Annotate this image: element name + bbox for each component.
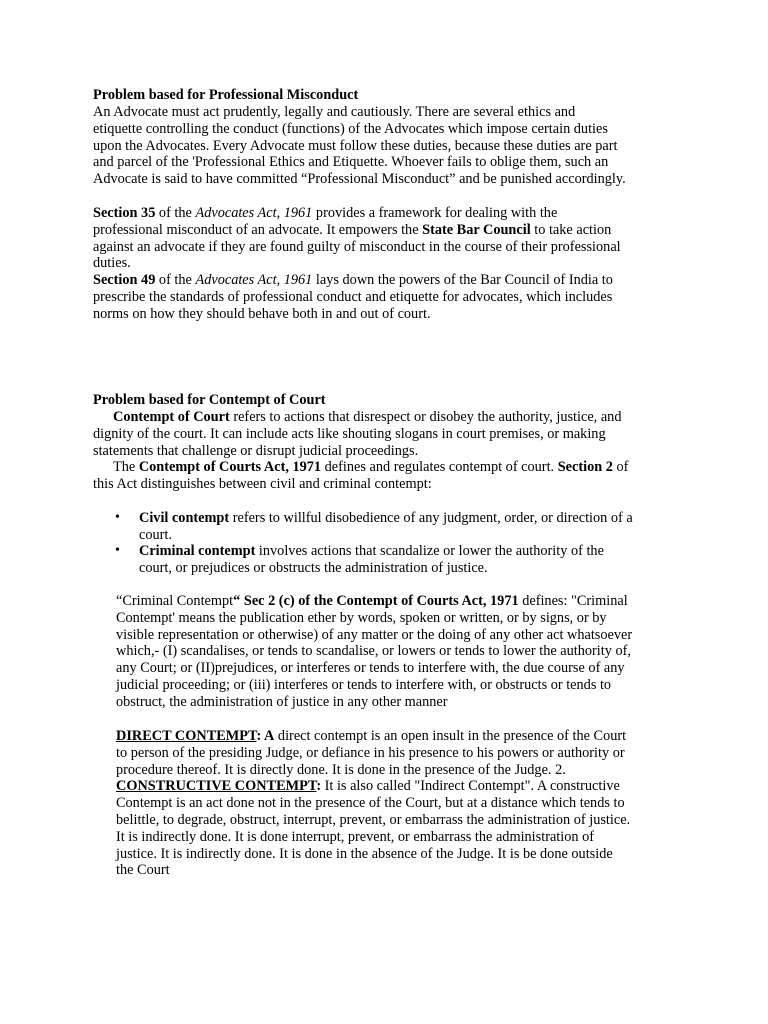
text-line: etiquette controlling the conduct (functions) of the Advocates which impose certain duties (93, 120, 608, 137)
list-item-criminal-contempt (139, 543, 604, 577)
text-line: this Act distinguishes between civil and criminal contempt: (93, 475, 432, 492)
text-line: The Contempt of Courts Act, 1971 defines and regulates contempt of court. Section 2 of (113, 459, 629, 475)
text-line: Civil contempt refers to willful disobedience of any judgment, order, or direction of a (139, 510, 633, 526)
text-line: An Advocate must act prudently, legally and cautiously. There are several ethics and (93, 104, 576, 120)
text-line: procedure thereof. It is directly done. It is done in the presence of the Judge. 2. (116, 761, 566, 778)
text-line: belittle, to degrade, obstruct, interrupt, prevent, or embarrass the administration of justice. (116, 811, 631, 828)
text-line: court. (139, 526, 172, 543)
paragraph-section-35 (93, 205, 621, 272)
text-line: and parcel of the 'Professional Ethics and Etiquette. Whoever fails to oblige them, such an (93, 154, 609, 171)
paragraph-section-49 (93, 272, 613, 322)
text-line: statements that challenge or disrupt judicial proceedings. (93, 442, 419, 459)
text-line: Contempt' means the publication ether by words, spoken or written, or by signs, or by (116, 609, 607, 626)
text-line: norms on how they should behave both in and out of court. (93, 305, 431, 322)
paragraph-direct-constructive-contempt (116, 728, 630, 879)
heading-contempt-of-court: Problem based for Contempt of Court (93, 392, 326, 408)
text-line: obstruct, the administration of justice in any other manner (116, 693, 448, 710)
bullet-icon: • (115, 510, 120, 525)
text-line: dignity of the court. It can include acts like shouting slogans in court premises, or making (93, 425, 606, 442)
text-line: Contempt of Court refers to actions that disrespect or disobey the authority, justice, and (113, 409, 622, 425)
text-line: judicial proceeding; or (iii) interferes or tends to interfere with, or obstructs or tends to (116, 676, 612, 693)
text-line: DIRECT CONTEMPT: A direct contempt is an open insult in the presence of the Court (116, 728, 627, 744)
text-line: against an advocate if they are found guilty of misconduct in the course of their professional (93, 238, 621, 255)
paragraph-contempt-definition (93, 409, 621, 459)
paragraph-criminal-contempt-definition (116, 593, 632, 711)
text-line: Contempt is an act done not in the presence of the Court, but at a distance which tends to (116, 795, 625, 812)
text-line: to person of the presiding Judge, or defiance in his presence to his powers or authority or (116, 744, 625, 761)
text-line: Criminal contempt involves actions that scandalize or lower the authority of the (139, 543, 604, 559)
text-line: justice. It is indirectly done. It is done in the absence of the Judge. It is be done outside (116, 845, 613, 862)
text-line: “Criminal Contempt“ Sec 2 (c) of the Contempt of Courts Act, 1971 defines: "Criminal (116, 593, 628, 609)
text-line: court, or prejudices or obstructs the administration of justice. (139, 559, 488, 576)
text-line: any Court; or (II)prejudices, or interferes or tends to interfere with, the due course of any (116, 660, 625, 677)
text-line: the Court (116, 862, 170, 879)
paragraph-contempt-act (93, 459, 628, 493)
text-line: professional misconduct of an advocate. It empowers the State Bar Council to take action (93, 221, 612, 238)
text-line: It is indirectly done. It is done interrupt, prevent, or embarrass the administration of (116, 828, 595, 845)
text-line: visible representation or otherwise) of any matter or the doing of any other act whatsoever (116, 626, 633, 643)
heading-professional-misconduct: Problem based for Professional Misconduct (93, 87, 359, 103)
text-line: Section 49 of the Advocates Act, 1961 lays down the powers of the Bar Council of India to (93, 272, 613, 288)
text-line: prescribe the standards of professional conduct and etiquette for advocates, which includes (93, 288, 613, 305)
list-item-civil-contempt (139, 510, 633, 544)
paragraph-advocate-ethics (93, 104, 626, 188)
text-line: Advocate is said to have committed “Professional Misconduct” and be punished accordingly. (93, 171, 626, 188)
text-line: which,- (I) scandalises, or tends to scandalise, or lowers or tends to lower the authority of, (116, 643, 631, 660)
text-line: Section 35 of the Advocates Act, 1961 provides a framework for dealing with the (93, 205, 558, 221)
text-line: CONSTRUCTIVE CONTEMPT: It is also called "Indirect Contempt". A constructive (116, 778, 620, 795)
text-line: upon the Advocates. Every Advocate must follow these duties, because these duties are part (93, 137, 618, 154)
bullet-icon: • (115, 543, 120, 558)
text-line: duties. (93, 255, 131, 272)
